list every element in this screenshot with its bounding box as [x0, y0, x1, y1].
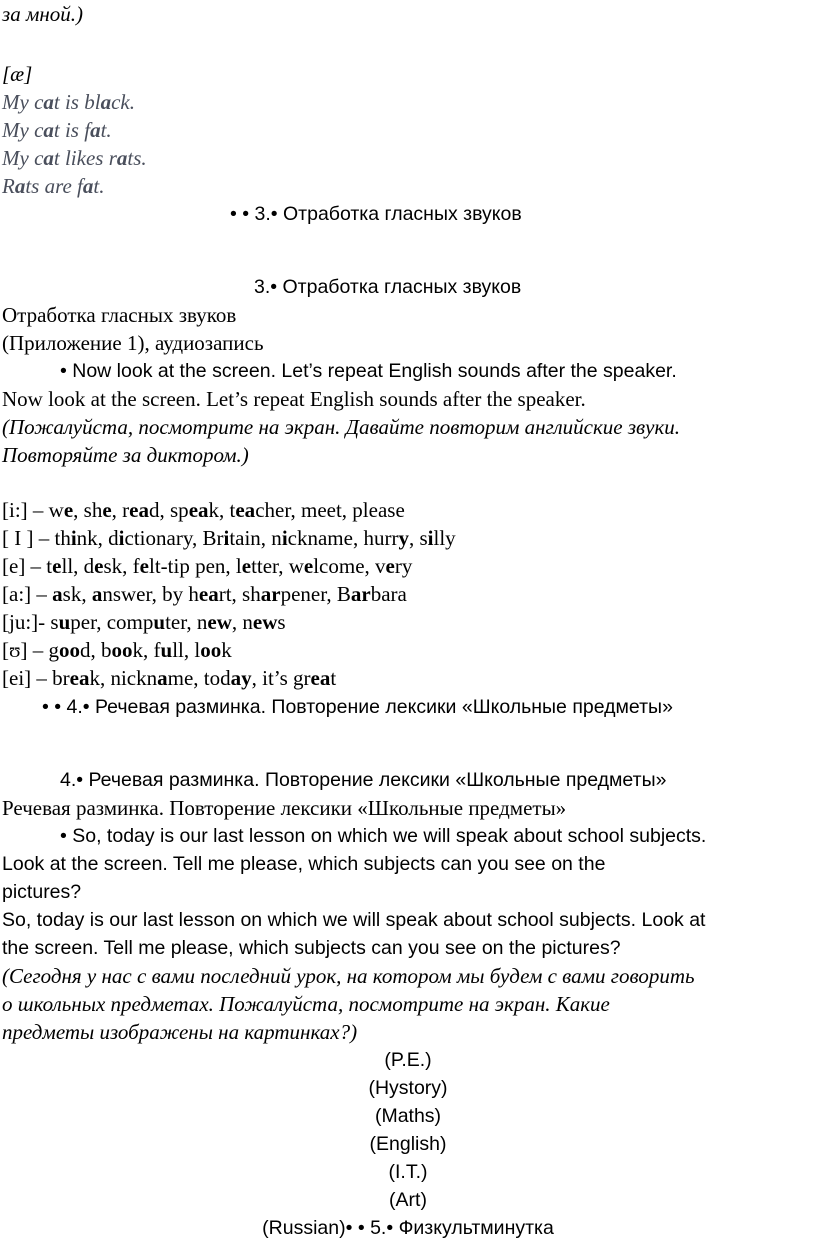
- emphasized-letters: a: [43, 146, 54, 170]
- subject-last-line: (Russian)• • 5.• Физкультминутка: [262, 1217, 554, 1239]
- text-segment: bara: [370, 582, 407, 606]
- emphasized-letters: ew: [207, 610, 232, 634]
- emphasized-letters: y: [398, 526, 409, 550]
- emphasized-letters: e: [241, 554, 252, 578]
- text-segment: ctionary, Br: [124, 526, 224, 550]
- text-segment: [ I ] – th: [2, 526, 71, 550]
- emphasized-letters: i: [281, 526, 288, 550]
- text-segment: t likes r: [53, 146, 117, 170]
- emphasized-letters: u: [153, 610, 166, 634]
- emphasized-letters: e: [102, 498, 112, 522]
- text-segment: tter, w: [251, 554, 304, 578]
- text-segment: , n: [231, 610, 253, 634]
- sound-line: [2, 552, 412, 580]
- emphasized-letters: ar: [260, 582, 281, 606]
- text-segment: [ju:]- s: [2, 610, 59, 634]
- section-3-translation: (Пожалуйста, посмотрите на экран. Давайте повторим английские звуки.: [2, 415, 681, 439]
- sound-line: [2, 580, 407, 608]
- text-segment: lly: [433, 526, 456, 550]
- text-segment: , it’s gr: [251, 666, 311, 690]
- section-3-heading-bullets: • • 3.• Отработка гласных звуков: [230, 203, 522, 225]
- emphasized-letters: a: [43, 90, 54, 114]
- subject-item: (Hystory): [368, 1077, 448, 1099]
- emphasized-letters: oo: [200, 638, 222, 662]
- rhyme-line: [2, 116, 112, 144]
- text-segment: t is f: [53, 118, 91, 142]
- emphasized-letters: ew: [252, 610, 278, 634]
- text-segment: d, b: [80, 638, 112, 662]
- text-segment: pener, B: [280, 582, 351, 606]
- text-segment: ckname, hurr: [287, 526, 399, 550]
- subject-item: (Maths): [374, 1105, 442, 1127]
- section-3-subtitle: (Приложение 1), аудиозапись: [2, 331, 264, 355]
- rhyme-line: [2, 88, 135, 116]
- sound-line: [2, 636, 232, 664]
- emphasized-letters: e: [63, 498, 74, 522]
- subject-item: (P.E.): [384, 1049, 432, 1071]
- section-4-bullet-line: Look at the screen. Tell me please, which subjects can you see on the: [2, 853, 606, 875]
- emphasized-letters: i: [70, 526, 77, 550]
- section-3-translation: Повторяйте за диктором.): [2, 443, 249, 467]
- subject-item: (I.T.): [388, 1161, 428, 1183]
- emphasized-letters: ea: [310, 666, 331, 690]
- text-segment: k, nickn: [89, 666, 158, 690]
- emphasized-letters: e: [52, 554, 62, 578]
- sound-line: [2, 496, 405, 524]
- emphasized-letters: i: [223, 526, 230, 550]
- text-segment: nswer, by h: [102, 582, 199, 606]
- subject-item: (Art): [389, 1189, 427, 1211]
- emphasized-letters: ea: [69, 666, 90, 690]
- text-segment: lcome, v: [313, 554, 386, 578]
- emphasized-letters: e: [139, 554, 149, 578]
- intro-end-text: за мной.): [2, 2, 84, 26]
- section-3-bullet-line: • Now look at the screen. Let’s repeat English sounds after the speaker.: [60, 360, 677, 382]
- emphasized-letters: a: [100, 90, 112, 114]
- text-segment: nk, d: [76, 526, 119, 550]
- emphasized-letters: e: [303, 554, 314, 578]
- emphasized-letters: ea: [188, 498, 209, 522]
- text-segment: , r: [111, 498, 130, 522]
- text-segment: , sh: [73, 498, 103, 522]
- section-4-title: Речевая разминка. Повторение лексики «Школьные предметы»: [2, 796, 567, 820]
- emphasized-letters: ea: [129, 498, 149, 522]
- text-segment: R: [2, 174, 15, 198]
- emphasized-letters: u: [160, 638, 173, 662]
- emphasized-letters: u: [58, 610, 71, 634]
- emphasized-letters: e: [94, 554, 104, 578]
- text-segment: ck.: [111, 90, 135, 114]
- sound-symbol: [æ]: [2, 62, 33, 86]
- text-segment: t: [330, 666, 337, 690]
- text-segment: d, sp: [149, 498, 189, 522]
- section-4-heading-bullets: • • 4.• Речевая разминка. Повторение лексики «Школьные предметы»: [42, 696, 673, 718]
- sound-line: [2, 664, 336, 692]
- text-segment: k, t: [208, 498, 236, 522]
- section-3-heading: 3.• Отработка гласных звуков: [254, 276, 522, 298]
- section-4-translation: предметы изображены на картинках?): [2, 1020, 358, 1044]
- text-segment: tain, n: [229, 526, 282, 550]
- emphasized-letters: ea: [235, 498, 256, 522]
- sound-line: [2, 608, 286, 636]
- emphasized-letters: oo: [59, 638, 81, 662]
- text-segment: My c: [2, 118, 44, 142]
- emphasized-letters: e: [385, 554, 395, 578]
- emphasized-letters: a: [14, 174, 26, 198]
- emphasized-letters: ea: [198, 582, 219, 606]
- emphasized-letters: a: [116, 146, 128, 170]
- text-segment: My c: [2, 90, 44, 114]
- emphasized-letters: oo: [111, 638, 133, 662]
- text-segment: sk,: [62, 582, 92, 606]
- section-4-line: the screen. Tell me please, which subjects can you see on the pictures?: [2, 937, 621, 959]
- text-segment: ll, d: [61, 554, 95, 578]
- text-segment: [e] – t: [2, 554, 53, 578]
- text-segment: [i:] – w: [2, 498, 64, 522]
- text-segment: t.: [100, 118, 112, 142]
- emphasized-letters: a: [90, 118, 101, 142]
- text-segment: s: [277, 610, 286, 634]
- text-segment: cher, meet, please: [255, 498, 405, 522]
- emphasized-letters: ay: [230, 666, 252, 690]
- text-segment: , s: [408, 526, 428, 550]
- text-segment: [ei] – br: [2, 666, 70, 690]
- emphasized-letters: a: [82, 174, 94, 198]
- text-segment: ts are f: [25, 174, 83, 198]
- section-3-title: Отработка гласных звуков: [2, 303, 237, 327]
- section-4-bullet-line: pictures?: [2, 881, 82, 903]
- emphasized-letters: a: [157, 666, 168, 690]
- section-4-bullet-line: • So, today is our last lesson on which we will speak about school subjects.: [60, 825, 707, 847]
- text-segment: lt-tip pen, l: [148, 554, 242, 578]
- emphasized-letters: a: [52, 582, 63, 606]
- section-4-translation: (Сегодня у нас с вами последний урок, на котором мы будем с вами говорить: [2, 964, 695, 988]
- section-3-line: Now look at the screen. Let’s repeat English sounds after the speaker.: [2, 387, 586, 411]
- text-segment: ll, l: [172, 638, 201, 662]
- section-4-translation: о школьных предметах. Пожалуйста, посмотрите на экран. Какие: [2, 992, 610, 1016]
- text-segment: [ʊ] – g: [2, 638, 60, 662]
- rhyme-line: [2, 172, 104, 200]
- text-segment: t.: [93, 174, 105, 198]
- text-segment: My c: [2, 146, 44, 170]
- text-segment: sk, f: [103, 554, 140, 578]
- text-segment: [a:] –: [2, 582, 53, 606]
- emphasized-letters: a: [43, 118, 54, 142]
- text-segment: t is bl: [53, 90, 101, 114]
- emphasized-letters: i: [118, 526, 125, 550]
- text-segment: me, tod: [167, 666, 231, 690]
- text-segment: rt, sh: [218, 582, 261, 606]
- text-segment: per, comp: [70, 610, 154, 634]
- text-segment: ry: [394, 554, 413, 578]
- emphasized-letters: i: [427, 526, 434, 550]
- subject-item: (English): [369, 1133, 447, 1155]
- emphasized-letters: ar: [350, 582, 371, 606]
- text-segment: ts.: [127, 146, 147, 170]
- text-segment: k, f: [132, 638, 161, 662]
- sound-line: [2, 524, 456, 552]
- section-4-heading: 4.• Речевая разминка. Повторение лексики «Школьные предметы»: [60, 769, 667, 791]
- text-segment: k: [221, 638, 232, 662]
- section-4-line: So, today is our last lesson on which we will speak about school subjects. Look at: [2, 909, 706, 931]
- text-segment: ter, n: [165, 610, 208, 634]
- emphasized-letters: a: [91, 582, 103, 606]
- rhyme-line: [2, 144, 147, 172]
